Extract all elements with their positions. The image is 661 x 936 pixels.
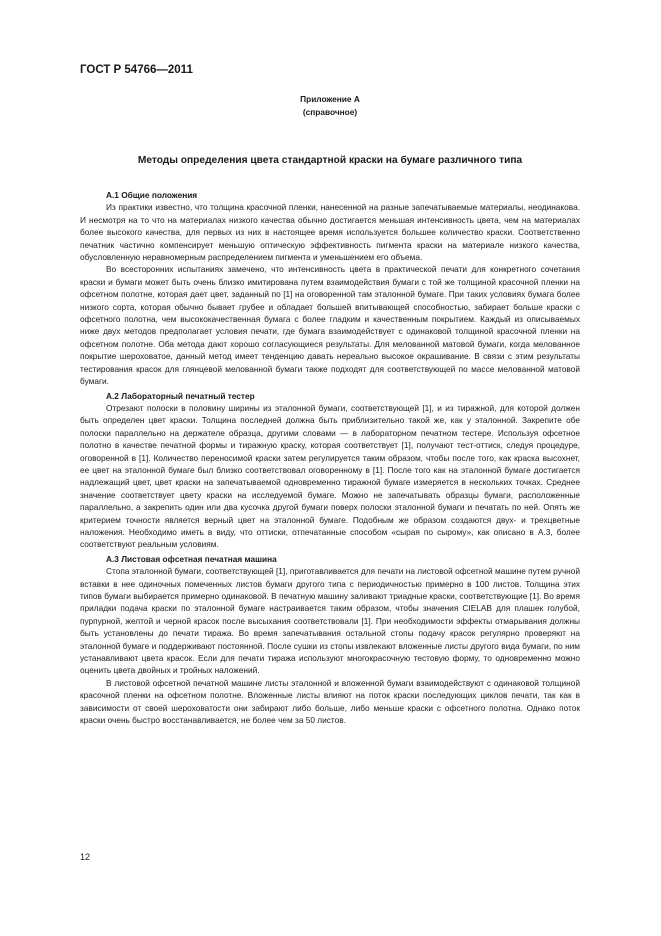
paragraph: Из практики известно, что толщина красочной пленки, нанесенной на разные запечатываемые материалы, неодинакова. И несмотря на то что на материалах низкого качества обычно достигается меньшая интенсивность цвета, чем на материалах более высокого качества, для первых из них в настоящее время используется большее количество краски. Соответственно печатник частично компенсирует меньшую оптическую эффективность пигмента краски на материале низкого качества, обусловленную неравномерным распределением пигмента и уменьшением его объема. (80, 202, 580, 263)
annex-type: (справочное) (302, 107, 358, 117)
body-text (80, 187, 580, 726)
paragraph: Стопа эталонной бумаги, соответствующей [1], приготавливается для печати на листовой офсетной машине путем ручной вставки в нее одиночных помеченных листов бумаги другого типа с периодичностью примерно в 100 листов. Толщина этих типов бумаги выбирается примерно одинаковой. В печатную машину заливают триадные краски, соответствующие [1]. Во время приладки подача краски по эталонной бумаге настраивается таким образом, чтобы значения CIELAB для плашек голубой, пурпурной, желтой и черной красок после высыхания соответствовали [1]. При необходимости эффекты отмарывания должны быть установлены до печати тиража. Во время запечатывания остальной стопы подачу красок регулярно проверяют на эталонной бумаге и поддерживают постоянной. После сушки из стопы извлекают вложенные листы другого вида бумаги, по ним устанавливают цвета красок. Если для печати тиража используют многокрасочную тестовую форму, то одновременно можно оценить цвета двойных и тройных наложений. (80, 566, 580, 676)
paragraph: Во всесторонних испытаниях замечено, что интенсивность цвета в практической печати для конкретного сочетания краски и бумаги может быть очень близко имитирована путем взаимодействия бумаги с той же толщиной красочной пленки на офсетном полотне, которая дает цвет, заданный по [1] на оговоренной там эталонной бумаге. При таких условиях бумага более низкого сорта, которая обычно бывает грубее и обладает большей впитывающей способностью, забирает больше краски с офсетного полотна, чем высококачественная бумага с более гладким и качественным покрытием. Каждый из описываемых ниже двух методов предполагает условия печати, где бумага взаимодействует с одинаковой толщиной красочной пленки на офсетном полотне. Оба метода дают хорошо согласующиеся результаты. Для мелованной матовой бумаги, когда мелованное покрытие шероховатое, данный метод имеет тенденцию давать нереально высокое окрашивание. В связи с этим результаты тестирования красок для глянцевой мелованной бумаги также подходят для соответствующей по массе мелованной матовой бумаги. (80, 264, 580, 387)
paragraph: В листовой офсетной печатной машине листы эталонной и вложенной бумаги взаимодействуют с одинаковой толщиной красочной пленки на офсетном полотне. Вложенные листы влияют на поток краски последующих циклов печати, так как в зависимости от своей шероховатости они забирают либо больше, либо меньше краски с офсетного полотна. Однако поток краски очень быстро восстанавливается, не более чем за 50 листов. (80, 677, 580, 726)
paragraph: Отрезают полоски в половину ширины из эталонной бумаги, соответствующей [1], и из тиражной, для которой должен быть определен цвет краски. Толщина последней должна быть приблизительно такой же, как у эталонной. Закрепите обе полоски параллельно на держателе образца, другими словами — в лабораторном печатном тестере. Используя офсетное полотно в качестве печатной формы и тиражную краску, которая соответствует [1], получают тест-оттиск, следуя процедуре, оговоренной в [1]. Количество переносимой краски затем регулируется таким образом, чтобы после того, как краска высохнет, ее цвет на эталонной бумаге был близко соответствовал оговоренному в [1]. После того как на эталонной бумаге достигается надлежащий цвет, цвет краски на запечатываемой одновременно тиражной бумаге измеряется в нескольких точках. Среднее значение соответствует цвету краски на исследуемой бумаге. Можно не запечатывать образцы бумаги, расположенные параллельно, а закрепить один или два кусочка другой бумаги поверх полоски эталонной бумаги и печатать по ней. Опять же критерием точности является верный цвет на эталонной бумаге. Подобным же образом создаются двух- и трехцветные наложения. Необходимо иметь в виду, что оттиски, отпечатанные способом «сырая по сырому», как описано в А.3, более соответствуют реальным условиям. (80, 402, 580, 550)
section-heading-a3: А.3 Листовая офсетная печатная машина (106, 553, 277, 564)
section-heading-a2: А.2 Лабораторный печатный тестер (106, 390, 255, 401)
annex-label: Приложение А (300, 94, 360, 104)
page-number: 12 (80, 852, 91, 862)
document-id: ГОСТ Р 54766—2011 (80, 64, 193, 76)
section-heading-a1: А.1 Общие положения (106, 190, 198, 200)
annex-title: Методы определения цвета стандартной краски на бумаге различного типа (137, 155, 523, 166)
